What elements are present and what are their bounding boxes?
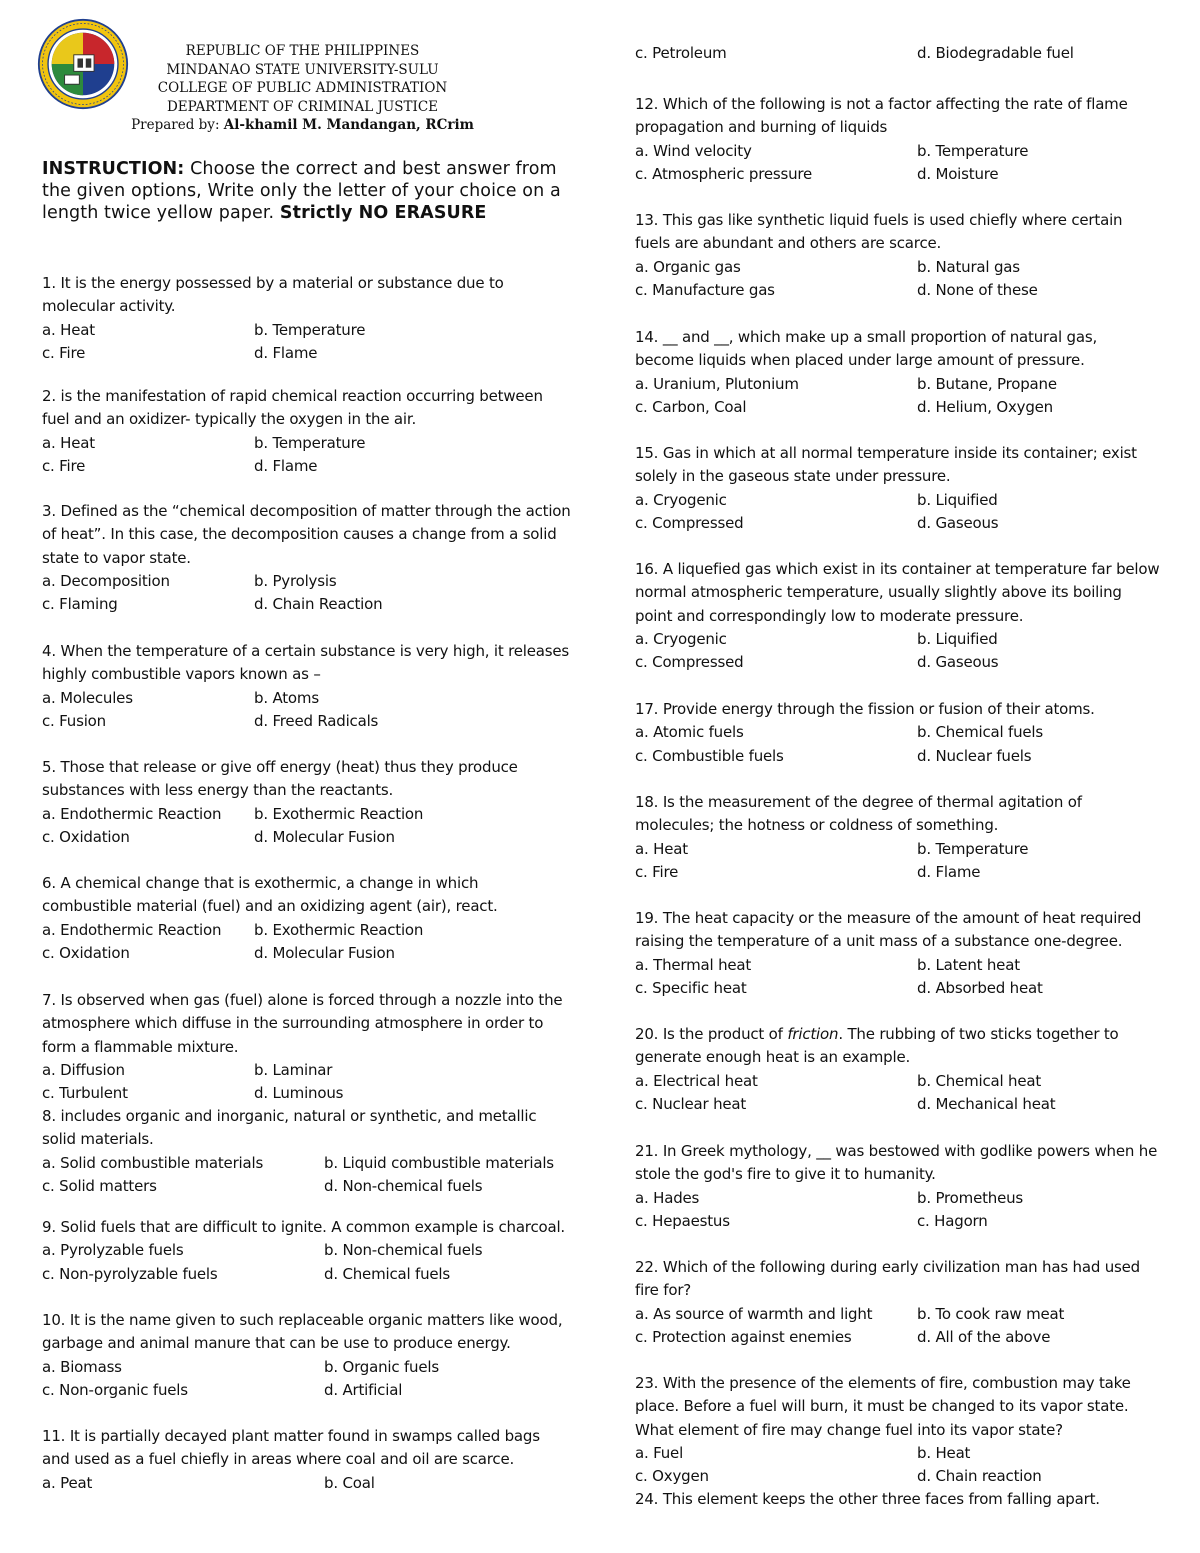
option-row xyxy=(42,455,572,478)
header-line-department: DEPARTMENT OF CRIMINAL JUSTICE xyxy=(166,98,439,115)
option-a: a. Endothermic Reaction xyxy=(42,920,222,939)
question-item xyxy=(42,872,572,965)
option-d: d. Nuclear fuels xyxy=(917,746,1032,765)
option-a: a. Heat xyxy=(635,839,688,858)
option-a: a. Thermal heat xyxy=(635,955,752,974)
option-row xyxy=(42,1472,572,1495)
question-stem: 16. A liquefied gas which exist in its container at temperature far below normal atmospheric temperature, usually slightly above its boiling point and correspondingly low to moderate pressure. xyxy=(635,560,1160,625)
header-line-republic: REPUBLIC OF THE PHILIPPINES xyxy=(185,43,420,59)
option-c: c. Fire xyxy=(42,456,86,475)
option-b: b. Temperature xyxy=(254,433,366,452)
option-d: d. Chain Reaction xyxy=(254,595,383,614)
option-c: c. Non-pyrolyzable fuels xyxy=(42,1264,218,1283)
option-d: d. Chain reaction xyxy=(917,1467,1042,1486)
option-a: a. Diffusion xyxy=(42,1060,125,1079)
option-row xyxy=(42,1059,572,1082)
option-d: c. Hagorn xyxy=(917,1211,988,1230)
option-a: a. Electrical heat xyxy=(635,1071,758,1090)
option-row xyxy=(635,721,1160,744)
question-stem: 9. Solid fuels that are difficult to ignite. A common example is charcoal. xyxy=(42,1218,565,1236)
option-a: a. Decomposition xyxy=(42,571,170,590)
question-stem-part: . The rubbing of two sticks together to generate enough heat is an example. xyxy=(635,1025,1119,1067)
question-item xyxy=(635,326,1160,419)
option-a: a. Peat xyxy=(42,1473,93,1492)
option-b: b. Laminar xyxy=(254,1060,333,1079)
question-stem: 18. Is the measurement of the degree of thermal agitation of molecules; the hotness or coldness of something. xyxy=(635,793,1082,835)
option-b: b. Temperature xyxy=(254,320,366,339)
option-a: a. As source of warmth and light xyxy=(635,1304,873,1323)
option-b: b. Prometheus xyxy=(917,1188,1024,1207)
university-seal-logo xyxy=(37,18,129,110)
option-d: d. Mechanical heat xyxy=(917,1094,1056,1113)
option-a: a. Uranium, Plutonium xyxy=(635,374,799,393)
option-b: b. Non-chemical fuels xyxy=(324,1241,483,1260)
option-row xyxy=(635,977,1160,1000)
option-d: d. Absorbed heat xyxy=(917,978,1043,997)
option-a: a. Endothermic Reaction xyxy=(42,804,222,823)
option-row xyxy=(635,861,1160,884)
option-row xyxy=(42,942,572,965)
question-stem: 6. A chemical change that is exothermic, a change in which combustible material (fuel) and an oxidizing agent (air), react. xyxy=(42,874,498,916)
option-b: b. Temperature xyxy=(917,141,1029,160)
option-d: d. Biodegradable fuel xyxy=(917,44,1074,62)
option-row xyxy=(42,826,572,849)
question-item xyxy=(42,500,572,616)
question-item xyxy=(635,907,1160,1000)
option-d: d. Flame xyxy=(254,456,318,475)
option-row xyxy=(635,140,1160,163)
option-c: c. Turbulent xyxy=(42,1084,128,1103)
option-a: a. Molecules xyxy=(42,688,133,707)
header-line-university: MINDANAO STATE UNIVERSITY-SULU xyxy=(166,61,439,78)
option-row xyxy=(635,954,1160,977)
option-b: b. Atoms xyxy=(254,688,319,707)
option-b: b. Butane, Propane xyxy=(917,374,1057,393)
option-a: a. Pyrolyzable fuels xyxy=(42,1241,184,1260)
question-stem: 14. __ and __, which make up a small proportion of natural gas, become liquids when placed under large amount of pressure. xyxy=(635,328,1098,370)
option-c: c. Solid matters xyxy=(42,1176,157,1195)
option-b: b. Coal xyxy=(324,1473,375,1492)
option-c: c. Oxidation xyxy=(42,943,130,962)
option-b: b. Chemical fuels xyxy=(917,723,1044,742)
option-b: b. Exothermic Reaction xyxy=(254,804,424,823)
option-c: c. Combustible fuels xyxy=(635,746,784,765)
option-b: b. Liquified xyxy=(917,629,998,648)
option-d: d. Molecular Fusion xyxy=(254,827,395,846)
question-stem: 8. includes organic and inorganic, natural or synthetic, and metallic solid materials. xyxy=(42,1107,537,1149)
option-d: d. Helium, Oxygen xyxy=(917,397,1053,416)
option-row xyxy=(635,373,1160,396)
option-row xyxy=(635,1465,1160,1488)
option-c: c. Oxygen xyxy=(635,1467,709,1486)
question-stem: 4. When the temperature of a certain substance is very high, it releases highly combustible vapors known as – xyxy=(42,642,570,684)
question-item xyxy=(635,558,1160,674)
instruction-label: INSTRUCTION: xyxy=(42,159,185,179)
option-d: d. Luminous xyxy=(254,1084,344,1103)
option-c: c. Fire xyxy=(42,343,86,362)
option-c: c. Protection against enemies xyxy=(635,1327,852,1346)
question-item xyxy=(635,93,1160,186)
option-a: a. Wind velocity xyxy=(635,141,752,160)
question-item xyxy=(635,791,1160,884)
option-d: d. Artificial xyxy=(324,1380,403,1399)
option-a: a. Biomass xyxy=(42,1357,122,1376)
option-a: a. Organic gas xyxy=(635,257,741,276)
option-row xyxy=(635,1326,1160,1349)
option-row xyxy=(635,651,1160,674)
question-item xyxy=(42,1309,572,1402)
option-c: c. Atmospheric pressure xyxy=(635,164,813,183)
option-d: d. Non-chemical fuels xyxy=(324,1176,483,1195)
option-row xyxy=(635,1442,1160,1465)
option-a: a. Heat xyxy=(42,320,95,339)
question-item xyxy=(42,1105,572,1198)
question-stem: 3. Defined as the “chemical decomposition of matter through the action of heat”. In this case, the decomposition causes a change from a solid state to vapor state. xyxy=(42,502,571,567)
option-b: b. Exothermic Reaction xyxy=(254,920,424,939)
option-row xyxy=(42,919,572,942)
question-stem: 13. This gas like synthetic liquid fuels is used chiefly where certain fuels are abundant and others are scarce. xyxy=(635,211,1123,253)
question-item xyxy=(635,698,1160,768)
question-item xyxy=(635,1023,1160,1116)
option-d: d. Flame xyxy=(254,343,318,362)
option-row xyxy=(635,1303,1160,1326)
option-row xyxy=(42,342,572,365)
question-stem: 5. Those that release or give off energy (heat) thus they produce substances with less energy than the reactants. xyxy=(42,758,518,800)
option-d: d. None of these xyxy=(917,280,1038,299)
option-a: a. Cryogenic xyxy=(635,490,727,509)
option-row xyxy=(42,1379,572,1402)
option-row xyxy=(635,256,1160,279)
option-c: c. Oxidation xyxy=(42,827,130,846)
option-row xyxy=(42,803,572,826)
option-b: b. Heat xyxy=(917,1443,971,1462)
prepared-by xyxy=(120,116,485,135)
option-d: d. Gaseous xyxy=(917,513,999,532)
option-row xyxy=(635,628,1160,651)
question-item xyxy=(42,989,572,1105)
question-stem: 21. In Greek mythology, __ was bestowed with godlike powers when he stole the god's fire to give it to humanity. xyxy=(635,1142,1158,1184)
option-b: b. Organic fuels xyxy=(324,1357,439,1376)
question-item xyxy=(635,1256,1160,1349)
option-c: c. Specific heat xyxy=(635,978,747,997)
question-stem-emphasis: friction xyxy=(787,1025,839,1043)
option-d: d. Molecular Fusion xyxy=(254,943,395,962)
option-c: c. Compressed xyxy=(635,513,744,532)
question-stem: 24. This element keeps the other three faces from falling apart. xyxy=(635,1490,1100,1508)
question-item xyxy=(42,1425,572,1495)
option-b: b. Liquified xyxy=(917,490,998,509)
option-c: c. Carbon, Coal xyxy=(635,397,747,416)
option-a: a. Solid combustible materials xyxy=(42,1153,264,1172)
option-b: b. To cook raw meat xyxy=(917,1304,1065,1323)
question-stem: 1. It is the energy possessed by a material or substance due to molecular activity. xyxy=(42,274,504,316)
option-row xyxy=(42,1152,572,1175)
option-b: b. Temperature xyxy=(917,839,1029,858)
option-a: a. Heat xyxy=(42,433,95,452)
option-row xyxy=(635,1093,1160,1116)
question-stem: 12. Which of the following is not a factor affecting the rate of flame propagation and burning of liquids xyxy=(635,95,1128,137)
option-row xyxy=(635,745,1160,768)
question-item xyxy=(635,209,1160,302)
option-b: b. Latent heat xyxy=(917,955,1020,974)
option-row xyxy=(42,570,572,593)
question-item xyxy=(42,640,572,733)
option-c: c. Fire xyxy=(635,862,679,881)
option-c: c. Flaming xyxy=(42,595,118,614)
option-row xyxy=(635,396,1160,419)
option-d: d. Freed Radicals xyxy=(254,711,379,730)
option-row xyxy=(42,1263,572,1286)
question-item xyxy=(635,1488,1160,1511)
question-stem: 11. It is partially decayed plant matter found in swamps called bags and used as a fuel chiefly in areas where coal and oil are scarce. xyxy=(42,1427,540,1469)
instruction-emphasis: Strictly NO ERASURE xyxy=(279,203,487,223)
question-stem: 22. Which of the following during early civilization man has had used fire for? xyxy=(635,1258,1141,1300)
option-c: c. Compressed xyxy=(635,653,744,672)
option-d: d. All of the above xyxy=(917,1327,1051,1346)
option-row xyxy=(42,1082,572,1105)
option-b: b. Liquid combustible materials xyxy=(324,1153,554,1172)
question-item xyxy=(42,272,572,365)
question-item xyxy=(42,756,572,849)
option-row xyxy=(635,489,1160,512)
question-item-continued xyxy=(635,42,1160,65)
option-row xyxy=(42,1356,572,1379)
option-c: c. Petroleum xyxy=(635,44,727,62)
option-row xyxy=(42,687,572,710)
option-a: a. Hades xyxy=(635,1188,700,1207)
question-stem: 17. Provide energy through the fission or fusion of their atoms. xyxy=(635,700,1095,718)
prepared-by-name: Al-khamil M. Mandangan, RCrim xyxy=(223,117,474,134)
option-d: d. Gaseous xyxy=(917,653,999,672)
question-stem xyxy=(635,1023,1160,1070)
option-row xyxy=(42,319,572,342)
question-item xyxy=(635,1372,1160,1488)
option-a: a. Fuel xyxy=(635,1443,684,1462)
option-row xyxy=(635,1210,1160,1233)
option-d: d. Flame xyxy=(917,862,981,881)
question-item xyxy=(42,385,572,478)
option-row xyxy=(42,593,572,616)
option-row xyxy=(635,512,1160,535)
header-line-college: COLLEGE OF PUBLIC ADMINISTRATION xyxy=(157,80,448,97)
option-c: c. Fusion xyxy=(42,711,106,730)
instruction-block xyxy=(42,158,572,224)
option-row xyxy=(635,1187,1160,1210)
option-row xyxy=(635,163,1160,186)
question-stem: 10. It is the name given to such replaceable organic matters like wood, garbage and animal manure that can be use to produce energy. xyxy=(42,1311,563,1353)
option-c: c. Non-organic fuels xyxy=(42,1380,188,1399)
option-b: b. Chemical heat xyxy=(917,1071,1042,1090)
option-row xyxy=(635,1070,1160,1093)
option-row xyxy=(635,42,1160,65)
question-item xyxy=(635,442,1160,535)
option-row xyxy=(42,1239,572,1262)
question-item xyxy=(635,1140,1160,1233)
option-a: a. Cryogenic xyxy=(635,629,727,648)
question-stem: 2. is the manifestation of rapid chemical reaction occurring between fuel and an oxidizer- typically the oxygen in the air. xyxy=(42,387,543,429)
question-item xyxy=(42,1216,572,1286)
option-row xyxy=(42,1175,572,1198)
option-b: b. Natural gas xyxy=(917,257,1020,276)
option-row xyxy=(42,432,572,455)
question-stem: 15. Gas in which at all normal temperature inside its container; exist solely in the gaseous state under pressure. xyxy=(635,444,1137,486)
question-stem: 19. The heat capacity or the measure of the amount of heat required raising the temperature of a unit mass of a substance one-degree. xyxy=(635,909,1142,951)
option-b: b. Pyrolysis xyxy=(254,571,337,590)
instruction-text: Choose the correct and best answer from the given options, Write only the letter of your choice on a length twice yellow paper. xyxy=(42,159,561,223)
option-row xyxy=(635,838,1160,861)
option-c: c. Nuclear heat xyxy=(635,1094,747,1113)
document-header xyxy=(120,42,485,135)
option-a: a. Atomic fuels xyxy=(635,723,744,742)
option-d: d. Moisture xyxy=(917,164,999,183)
option-row xyxy=(42,710,572,733)
question-stem-part: 20. Is the product of xyxy=(635,1025,788,1043)
question-stem: 23. With the presence of the elements of fire, combustion may take place. Before a fuel will burn, it must be changed to its vapor state. What element of fire may change fuel into its vapor state? xyxy=(635,1374,1131,1439)
option-c: c. Manufacture gas xyxy=(635,280,775,299)
question-stem: 7. Is observed when gas (fuel) alone is forced through a nozzle into the atmosphere which diffuse in the surrounding atmosphere in order to form a flammable mixture. xyxy=(42,991,563,1056)
prepared-by-label: Prepared by: xyxy=(131,117,220,134)
option-row xyxy=(635,279,1160,302)
option-c: c. Hepaestus xyxy=(635,1211,730,1230)
option-d: d. Chemical fuels xyxy=(324,1264,451,1283)
